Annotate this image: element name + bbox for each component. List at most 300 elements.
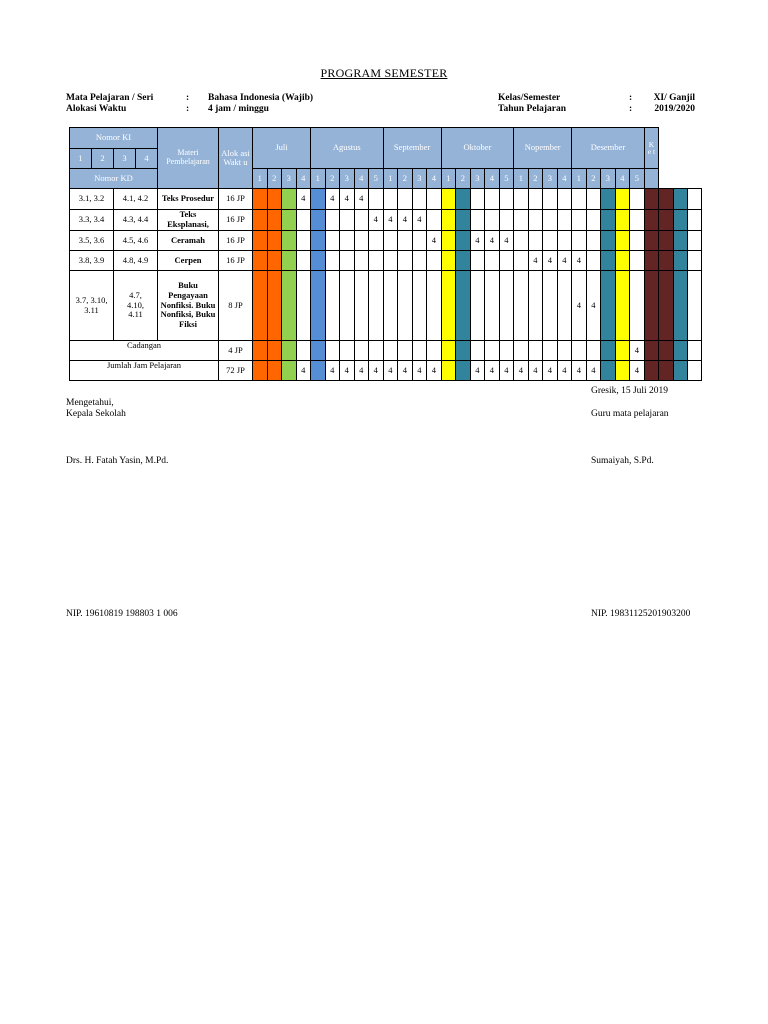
week-number: 3 xyxy=(470,169,485,189)
alokasi-cell: 16 JP xyxy=(219,231,253,251)
week-cell xyxy=(615,361,630,381)
week-cell xyxy=(253,251,268,271)
week-cell xyxy=(485,210,500,231)
week-cell xyxy=(456,210,471,231)
week-cell xyxy=(441,210,456,231)
week-cell xyxy=(586,189,601,210)
week-cell xyxy=(528,271,543,341)
alokasi-cell: 72 JP xyxy=(219,361,253,381)
week-cell: 4 xyxy=(398,361,413,381)
week-number: 3 xyxy=(543,169,558,189)
week-cell xyxy=(615,189,630,210)
program-semester-table xyxy=(69,127,702,381)
materi-cell: Ceramah xyxy=(158,231,219,251)
week-cell xyxy=(311,210,326,231)
week-cell xyxy=(528,231,543,251)
week-cell xyxy=(441,251,456,271)
week-cell: 4 xyxy=(340,361,355,381)
week-cell xyxy=(383,271,398,341)
materi-cell: Teks Eksplanasi, xyxy=(158,210,219,231)
week-cell: 4 xyxy=(427,361,442,381)
nomor-kd-header: Nomor KD xyxy=(70,169,158,189)
week-cell xyxy=(383,341,398,361)
week-cell xyxy=(427,251,442,271)
ket-header: K e t xyxy=(644,128,659,169)
week-number: 3 xyxy=(601,169,616,189)
week-number: 3 xyxy=(340,169,355,189)
colon: : xyxy=(186,104,190,114)
week-cell xyxy=(586,341,601,361)
week-cell xyxy=(282,189,297,210)
week-cell xyxy=(688,361,702,381)
week-number: 4 xyxy=(615,169,630,189)
week-cell: 4 xyxy=(557,251,572,271)
ki-number: 3 xyxy=(114,149,136,169)
week-cell xyxy=(557,231,572,251)
week-cell xyxy=(412,189,427,210)
week-cell xyxy=(514,231,529,251)
week-cell xyxy=(267,271,282,341)
week-cell xyxy=(485,341,500,361)
week-cell xyxy=(630,210,645,231)
kd3-cell: 3.1, 3.2 xyxy=(70,189,114,210)
week-cell xyxy=(369,231,384,251)
month-header: Desember xyxy=(572,128,645,169)
week-cell: 4 xyxy=(485,361,500,381)
week-cell xyxy=(398,189,413,210)
week-cell: 4 xyxy=(586,361,601,381)
week-cell xyxy=(267,210,282,231)
week-cell xyxy=(688,271,702,341)
week-cell: 4 xyxy=(369,210,384,231)
week-cell xyxy=(311,251,326,271)
colon: : xyxy=(629,104,633,114)
week-number: 2 xyxy=(456,169,471,189)
nomor-ki-header: Nomor KI xyxy=(70,128,158,149)
week-cell xyxy=(557,210,572,231)
week-cell xyxy=(354,210,369,231)
week-cell xyxy=(456,251,471,271)
week-cell: 4 xyxy=(543,361,558,381)
subject-value: Bahasa Indonesia (Wajib) xyxy=(208,93,314,103)
kd3-cell: 3.3, 3.4 xyxy=(70,210,114,231)
week-cell xyxy=(688,341,702,361)
week-cell xyxy=(659,341,674,361)
year-value: 2019/2020 xyxy=(654,104,695,114)
week-cell xyxy=(630,251,645,271)
principal-name: Drs. H. Fatah Yasin, M.Pd. xyxy=(66,456,169,466)
week-cell xyxy=(586,251,601,271)
week-cell: 4 xyxy=(383,361,398,381)
week-number: 1 xyxy=(311,169,326,189)
week-cell xyxy=(267,341,282,361)
week-cell xyxy=(441,189,456,210)
week-cell xyxy=(528,341,543,361)
table-row xyxy=(70,361,702,381)
week-cell xyxy=(340,251,355,271)
week-cell: 4 xyxy=(499,361,514,381)
week-cell xyxy=(630,231,645,251)
week-cell xyxy=(383,251,398,271)
week-cell: 4 xyxy=(354,361,369,381)
week-cell xyxy=(557,189,572,210)
week-cell xyxy=(296,271,311,341)
week-cell xyxy=(325,251,340,271)
week-cell xyxy=(601,189,616,210)
week-cell xyxy=(499,341,514,361)
week-cell: 4 xyxy=(325,361,340,381)
week-number: 5 xyxy=(369,169,384,189)
week-cell xyxy=(311,361,326,381)
time-label: Alokasi Waktu xyxy=(66,104,127,114)
ki-number: 4 xyxy=(136,149,158,169)
week-number: 3 xyxy=(412,169,427,189)
week-cell xyxy=(485,189,500,210)
week-cell xyxy=(470,210,485,231)
week-cell: 4 xyxy=(470,231,485,251)
week-cell: 4 xyxy=(528,251,543,271)
week-cell: 4 xyxy=(412,361,427,381)
week-cell xyxy=(644,271,659,341)
week-cell: 4 xyxy=(340,189,355,210)
week-cell xyxy=(644,361,659,381)
week-cell xyxy=(398,231,413,251)
week-cell: 4 xyxy=(630,341,645,361)
kd4-cell: 4.1, 4.2 xyxy=(114,189,158,210)
table-row xyxy=(70,251,702,271)
alokasi-cell: 16 JP xyxy=(219,251,253,271)
alokasi-cell: 16 JP xyxy=(219,189,253,210)
materi-cell: Cerpen xyxy=(158,251,219,271)
kepala-sekolah-label: Kepala Sekolah xyxy=(66,409,126,419)
week-cell xyxy=(369,189,384,210)
materi-header: Materi Pembelajaran xyxy=(158,128,219,189)
week-cell xyxy=(325,271,340,341)
week-cell: 4 xyxy=(427,231,442,251)
week-cell xyxy=(601,210,616,231)
week-cell: 4 xyxy=(586,271,601,341)
week-cell xyxy=(470,271,485,341)
week-cell xyxy=(383,189,398,210)
ket-cell xyxy=(644,169,659,189)
week-number: 2 xyxy=(267,169,282,189)
week-cell xyxy=(253,271,268,341)
week-cell xyxy=(572,341,587,361)
week-number: 4 xyxy=(354,169,369,189)
week-cell xyxy=(499,210,514,231)
week-cell xyxy=(253,361,268,381)
week-cell xyxy=(354,231,369,251)
week-cell xyxy=(267,361,282,381)
week-cell: 4 xyxy=(528,361,543,381)
week-cell xyxy=(514,189,529,210)
week-cell xyxy=(427,189,442,210)
week-cell xyxy=(688,189,702,210)
week-cell xyxy=(470,251,485,271)
month-header: Nopember xyxy=(514,128,572,169)
week-cell xyxy=(586,231,601,251)
week-cell xyxy=(673,271,688,341)
week-cell: 4 xyxy=(383,210,398,231)
week-cell xyxy=(673,231,688,251)
week-cell xyxy=(253,189,268,210)
week-cell: 4 xyxy=(354,189,369,210)
ki-number: 1 xyxy=(70,149,92,169)
kd3-cell: 3.7, 3.10, 3.11 xyxy=(70,271,114,341)
week-cell xyxy=(441,231,456,251)
week-cell xyxy=(325,210,340,231)
week-cell xyxy=(456,189,471,210)
week-cell xyxy=(615,341,630,361)
teacher-nip: NIP. 19831125201903200 xyxy=(591,609,691,619)
week-cell xyxy=(557,271,572,341)
week-cell xyxy=(267,231,282,251)
week-cell xyxy=(688,251,702,271)
week-cell: 4 xyxy=(296,189,311,210)
week-number: 4 xyxy=(427,169,442,189)
week-cell xyxy=(499,189,514,210)
week-cell xyxy=(253,231,268,251)
week-cell xyxy=(427,271,442,341)
week-cell: 4 xyxy=(412,210,427,231)
week-cell xyxy=(615,251,630,271)
week-number: 1 xyxy=(514,169,529,189)
week-cell xyxy=(659,210,674,231)
week-cell: 4 xyxy=(572,271,587,341)
week-number: 4 xyxy=(296,169,311,189)
week-number: 5 xyxy=(499,169,514,189)
week-cell xyxy=(354,251,369,271)
week-number: 2 xyxy=(528,169,543,189)
week-cell xyxy=(398,251,413,271)
week-cell xyxy=(543,210,558,231)
week-cell xyxy=(412,251,427,271)
week-cell xyxy=(644,341,659,361)
principal-nip: NIP. 19610819 198803 1 006 xyxy=(66,609,178,619)
materi-cell: Buku Pengayaan Nonfiksi. Buku Nonfiksi, Buku Fiksi xyxy=(158,271,219,341)
kd4-cell: 4.8, 4.9 xyxy=(114,251,158,271)
week-cell xyxy=(369,341,384,361)
week-cell xyxy=(412,341,427,361)
week-cell xyxy=(659,189,674,210)
year-label: Tahun Pelajaran xyxy=(498,104,567,114)
class-label: Kelas/Semester xyxy=(498,93,561,103)
week-cell xyxy=(601,341,616,361)
week-cell xyxy=(253,210,268,231)
week-cell xyxy=(412,231,427,251)
week-cell xyxy=(644,251,659,271)
page-title: PROGRAM SEMESTER xyxy=(320,66,448,80)
week-cell xyxy=(296,251,311,271)
week-cell xyxy=(601,231,616,251)
week-cell xyxy=(485,251,500,271)
week-cell xyxy=(441,361,456,381)
week-cell xyxy=(267,251,282,271)
week-cell xyxy=(325,341,340,361)
colon: : xyxy=(186,93,190,103)
week-number: 1 xyxy=(383,169,398,189)
week-cell xyxy=(673,361,688,381)
week-cell xyxy=(659,251,674,271)
week-cell xyxy=(354,341,369,361)
week-cell xyxy=(615,231,630,251)
alokasi-cell: 8 JP xyxy=(219,271,253,341)
table-row xyxy=(70,231,702,251)
week-cell xyxy=(427,210,442,231)
week-cell: 4 xyxy=(572,361,587,381)
week-cell xyxy=(311,271,326,341)
week-cell xyxy=(514,251,529,271)
week-cell xyxy=(456,271,471,341)
week-cell: 4 xyxy=(572,251,587,271)
week-cell: 4 xyxy=(470,361,485,381)
week-cell xyxy=(369,251,384,271)
week-number: 4 xyxy=(485,169,500,189)
week-cell xyxy=(673,341,688,361)
week-cell xyxy=(514,210,529,231)
kd4-cell: 4.7, 4.10, 4.11 xyxy=(114,271,158,341)
week-number: 3 xyxy=(282,169,297,189)
week-cell xyxy=(644,231,659,251)
week-cell xyxy=(412,271,427,341)
week-cell xyxy=(311,341,326,361)
table-row xyxy=(70,128,702,149)
week-cell xyxy=(441,271,456,341)
kd4-cell: 4.3, 4.4 xyxy=(114,210,158,231)
week-cell xyxy=(543,271,558,341)
week-cell xyxy=(296,231,311,251)
week-cell xyxy=(282,231,297,251)
month-header: Agustus xyxy=(311,128,384,169)
table-row xyxy=(70,341,702,361)
week-cell: 4 xyxy=(514,361,529,381)
week-cell xyxy=(528,210,543,231)
week-cell xyxy=(543,189,558,210)
week-cell xyxy=(659,271,674,341)
week-cell xyxy=(659,231,674,251)
week-cell: 4 xyxy=(485,231,500,251)
jumlah-label: Jumlah Jam Pelajaran xyxy=(70,361,219,381)
cadangan-label: Cadangan xyxy=(70,341,219,361)
month-header: Oktober xyxy=(441,128,514,169)
week-cell xyxy=(282,361,297,381)
week-number: 5 xyxy=(630,169,645,189)
week-cell: 4 xyxy=(296,361,311,381)
week-cell xyxy=(630,271,645,341)
week-cell xyxy=(369,271,384,341)
week-cell xyxy=(470,341,485,361)
kd4-cell: 4.5, 4.6 xyxy=(114,231,158,251)
month-header: September xyxy=(383,128,441,169)
week-number: 2 xyxy=(586,169,601,189)
week-cell xyxy=(630,189,645,210)
week-cell xyxy=(572,231,587,251)
week-cell xyxy=(499,271,514,341)
week-cell xyxy=(398,341,413,361)
week-cell xyxy=(311,189,326,210)
week-cell xyxy=(688,210,702,231)
ki-number: 2 xyxy=(92,149,114,169)
week-cell xyxy=(470,189,485,210)
week-cell xyxy=(644,189,659,210)
week-cell xyxy=(441,341,456,361)
week-cell: 4 xyxy=(325,189,340,210)
week-number: 2 xyxy=(398,169,413,189)
week-cell xyxy=(456,231,471,251)
week-cell xyxy=(499,251,514,271)
week-cell xyxy=(340,271,355,341)
week-cell xyxy=(485,271,500,341)
week-cell xyxy=(659,361,674,381)
week-cell xyxy=(325,231,340,251)
week-cell xyxy=(311,231,326,251)
week-cell xyxy=(282,210,297,231)
week-number: 1 xyxy=(572,169,587,189)
week-number: 1 xyxy=(253,169,268,189)
week-cell xyxy=(282,251,297,271)
week-cell: 4 xyxy=(499,231,514,251)
class-value: XI/ Ganjil xyxy=(653,93,695,103)
week-cell xyxy=(601,251,616,271)
week-cell xyxy=(267,189,282,210)
week-number: 4 xyxy=(557,169,572,189)
month-header: Juli xyxy=(253,128,311,169)
kd3-cell: 3.5, 3.6 xyxy=(70,231,114,251)
table-row xyxy=(70,210,702,231)
time-value: 4 jam / minggu xyxy=(208,104,269,114)
materi-cell: Teks Prosedur xyxy=(158,189,219,210)
week-cell xyxy=(296,210,311,231)
mengetahui-label: Mengetahui, xyxy=(66,398,114,408)
week-cell xyxy=(688,231,702,251)
week-cell xyxy=(543,231,558,251)
guru-label: Guru mata pelajaran xyxy=(591,409,669,419)
week-number: 2 xyxy=(325,169,340,189)
place-date: Gresik, 15 Juli 2019 xyxy=(591,386,669,396)
week-cell xyxy=(296,341,311,361)
week-cell xyxy=(601,361,616,381)
week-cell xyxy=(572,189,587,210)
week-cell: 4 xyxy=(369,361,384,381)
week-cell xyxy=(383,231,398,251)
week-cell xyxy=(253,341,268,361)
week-cell xyxy=(514,271,529,341)
week-cell xyxy=(514,341,529,361)
week-cell: 4 xyxy=(557,361,572,381)
week-cell xyxy=(673,210,688,231)
week-cell xyxy=(673,189,688,210)
week-cell xyxy=(354,271,369,341)
week-cell xyxy=(398,271,413,341)
week-cell: 4 xyxy=(543,251,558,271)
table-row xyxy=(70,271,702,341)
week-cell xyxy=(644,210,659,231)
week-cell xyxy=(456,341,471,361)
alokasi-cell: 4 JP xyxy=(219,341,253,361)
week-cell xyxy=(340,231,355,251)
week-cell xyxy=(456,361,471,381)
week-cell xyxy=(557,341,572,361)
alokasi-header: Alok asi Wakt u xyxy=(219,128,253,189)
subject-label: Mata Pelajaran / Seri xyxy=(66,93,154,103)
week-cell xyxy=(340,341,355,361)
week-cell xyxy=(615,271,630,341)
table-row xyxy=(70,189,702,210)
week-cell: 4 xyxy=(630,361,645,381)
week-cell xyxy=(572,210,587,231)
week-cell xyxy=(340,210,355,231)
week-cell xyxy=(282,271,297,341)
